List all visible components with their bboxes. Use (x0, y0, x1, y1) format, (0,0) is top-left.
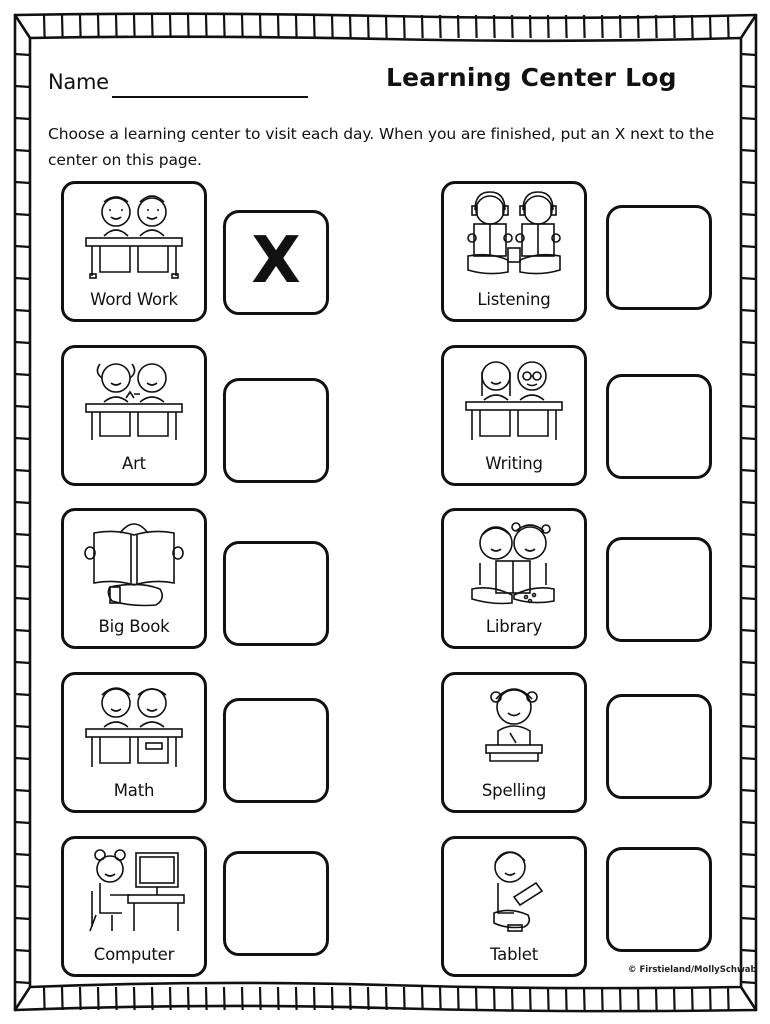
kids-with-headphones-icon (454, 190, 574, 282)
center-card-listening (441, 181, 587, 322)
center-card-word-work (61, 181, 207, 322)
copyright-text: © Firstieland/MollySchwab (628, 965, 757, 975)
checkbox-big-book[interactable] (223, 541, 329, 646)
name-field-line[interactable] (112, 96, 308, 98)
center-label: Computer (93, 945, 175, 964)
center-card-spelling (441, 672, 587, 813)
center-label: Big Book (98, 617, 170, 636)
checkbox-spelling[interactable] (606, 694, 712, 799)
x-mark: X (251, 224, 301, 298)
checkbox-math[interactable] (223, 698, 329, 803)
center-label: Art (122, 454, 146, 473)
center-card-art (61, 345, 207, 486)
center-label: Library (485, 617, 543, 636)
page-title: Learning Center Log (386, 63, 677, 92)
kid-reading-big-book-icon (74, 517, 194, 609)
center-card-tablet (441, 836, 587, 977)
girl-at-computer-icon (74, 845, 194, 937)
center-label: Word Work (90, 290, 178, 309)
center-card-math (61, 672, 207, 813)
boy-with-tablet-icon (454, 845, 574, 937)
girl-writing-at-desk-icon (454, 681, 574, 773)
two-kids-at-desk-icon (74, 681, 194, 773)
checkbox-tablet[interactable] (606, 847, 712, 952)
checkbox-computer[interactable] (223, 851, 329, 956)
center-label: Math (113, 781, 155, 800)
center-label: Listening (477, 290, 551, 309)
checkbox-art[interactable] (223, 378, 329, 483)
two-kids-at-desk-icon (454, 354, 574, 446)
checkbox-library[interactable] (606, 537, 712, 642)
name-label: Name (48, 70, 109, 94)
center-label: Spelling (481, 781, 547, 800)
kids-reading-book-icon (454, 517, 574, 609)
checkbox-word-work[interactable] (223, 210, 329, 315)
two-kids-at-desk-icon (74, 190, 194, 282)
center-label: Tablet (490, 945, 538, 964)
center-label: Writing (485, 454, 543, 473)
center-card-library (441, 508, 587, 649)
two-kids-at-desk-icon (74, 354, 194, 446)
checkbox-listening[interactable] (606, 205, 712, 310)
center-card-computer (61, 836, 207, 977)
center-card-big-book (61, 508, 207, 649)
instructions-text: Choose a learning center to visit each day. When you are finished, put an X next to the center on this page. (48, 125, 715, 169)
center-card-writing (441, 345, 587, 486)
checkbox-writing[interactable] (606, 374, 712, 479)
